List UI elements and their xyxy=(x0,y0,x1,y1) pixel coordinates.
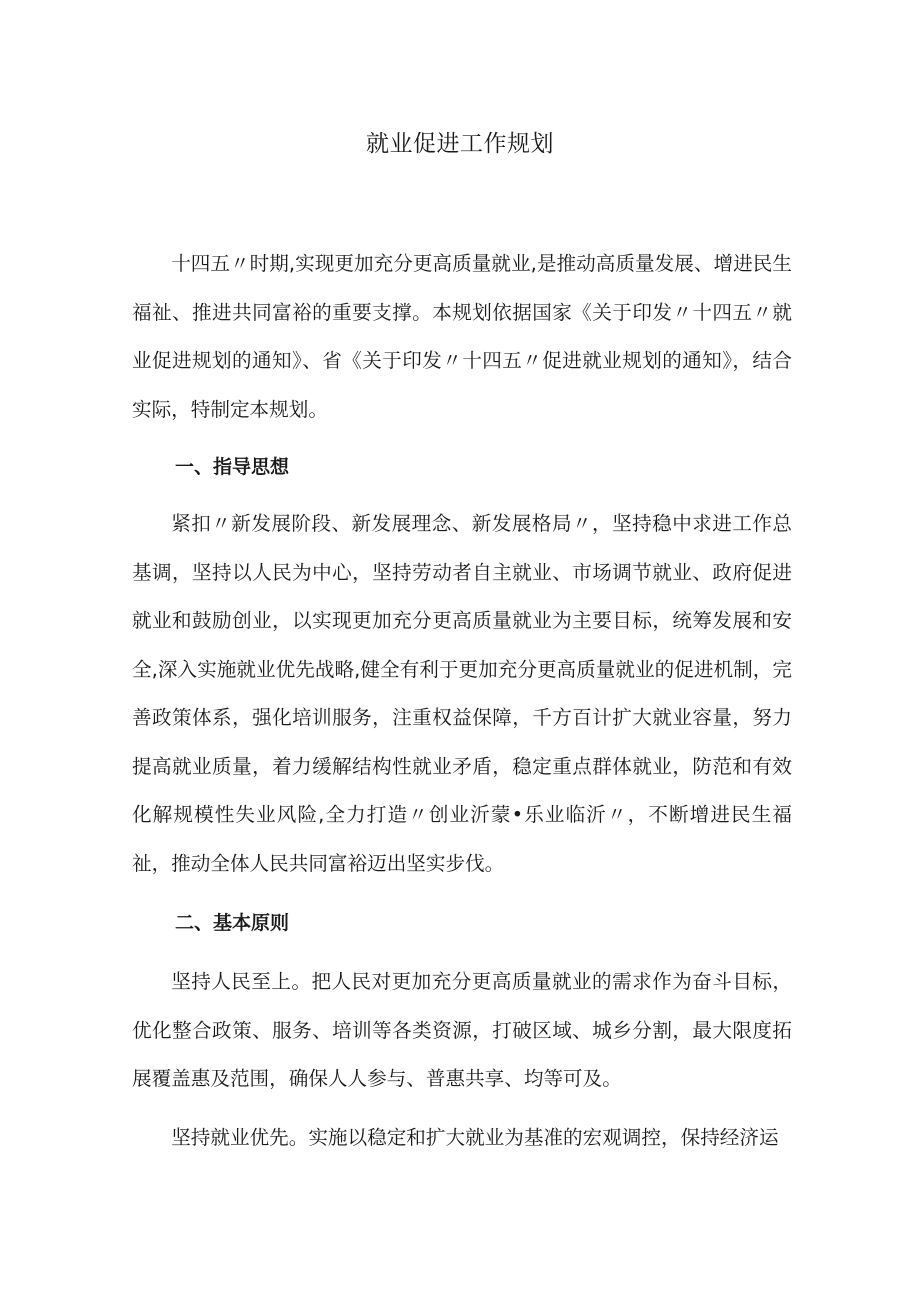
principle-employment-first-paragraph: 坚持就业优先。实施以稳定和扩大就业为基准的宏观调控，保持经济运 xyxy=(171,1126,779,1149)
principle-people-first-paragraph: 坚持人民至上。把人民对更加充分更高质量就业的需求作为奋斗目标，优化整合政策、服务、培训等各类资源，打破区域、城乡分割，最大限度拓展覆盖惠及范围，确保人人参与、普惠共享、均等可及。 xyxy=(132,970,792,1090)
intro-paragraph: 十四五〃时期,实现更加充分更高质量就业,是推动高质量发展、增进民生福祉、推进共同富裕的重要支撑。本规划依据国家《关于印发〃十四五〃就业促进规划的通知》、省《关于印发〃十四五〃促进就业规划的通知》，结合实际，特制定本规划。 xyxy=(132,252,792,421)
section-heading-guiding-ideology: 一、指导思想 xyxy=(175,456,290,478)
guiding-ideology-paragraph: 紧扣〃新发展阶段、新发展理念、新发展格局〃，坚持稳中求进工作总基调，坚持以人民为中心，坚持劳动者自主就业、市场调节就业、政府促进就业和鼓励创业，以实现更加充分更高质量就业为主要目标，统筹发展和安全,深入实施就业优先战略,健全有利于更加充分更高质量就业的促进机制，完善政策体系，强化培训服务，注重权益保障，千方百计扩大就业容量，努力提高就业质量，着力缓解结构性就业矛盾，稳定重点群体就业，防范和有效化解规模性失业风险,全力打造〃创业沂蒙•乐业临沂〃，不断增进民生福祉，推动全体人民共同富裕迈出坚实步伐。 xyxy=(132,512,792,875)
document-title: 就业促进工作规划 xyxy=(366,131,554,157)
section-heading-basic-principles: 二、基本原则 xyxy=(175,912,290,934)
